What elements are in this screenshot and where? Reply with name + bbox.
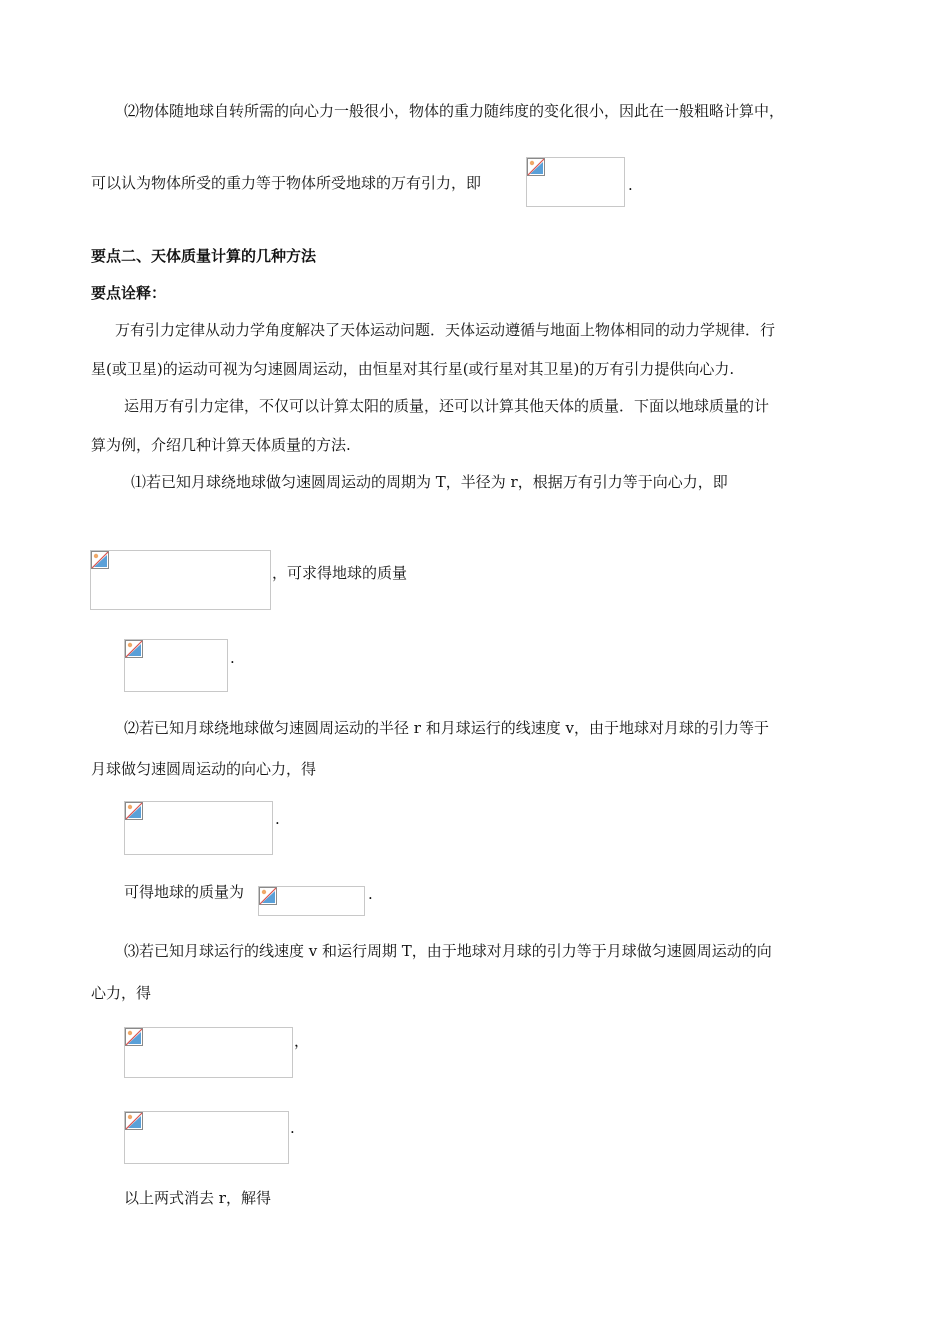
method-2-line-1: ⑵若已知月球绕地球做匀速圆周运动的半径 r 和月球运行的线速度 v，由于地球对月球的引力等于 xyxy=(124,719,769,737)
formula-image-m1-mass xyxy=(124,639,228,692)
paragraph-2-line-1: ⑵物体随地球自转所需的向心力一般很小，物体的重力随纬度的变化很小，因此在一般粗略计算中， xyxy=(124,102,785,120)
method-3-line-1: ⑶若已知月球运行的线速度 v 和运行周期 T，由于地球对月球的引力等于月球做匀速圆周运动的向 xyxy=(124,942,772,960)
period: . xyxy=(290,1119,295,1137)
broken-image-icon xyxy=(125,1028,143,1046)
formula-image-m1-eq xyxy=(90,550,271,610)
para2-line-1: 运用万有引力定律，不仅可以计算太阳的质量，还可以计算其他天体的质量．下面以地球质量的计 xyxy=(124,397,770,415)
formula-image-m2-eq xyxy=(124,801,273,855)
section-heading: 要点二、天体质量计算的几种方法 xyxy=(91,247,317,265)
method-2-line-2: 月球做匀速圆周运动的向心力，得 xyxy=(91,760,317,778)
intro-line-1: 万有引力定律从动力学角度解决了天体运动问题．天体运动遵循与地面上物体相同的动力学规律．行 xyxy=(115,321,776,339)
formula-image-m2-mass xyxy=(258,886,365,916)
broken-image-icon xyxy=(91,551,109,569)
paragraph-2-line-2: 可以认为物体所受的重力等于物体所受地球的万有引力，即 xyxy=(91,174,482,192)
period: . xyxy=(368,885,373,903)
method-2-result-label: 可得地球的质量为 xyxy=(124,883,245,901)
method-3-line-2: 心力，得 xyxy=(91,984,152,1002)
formula-image-m3-eq2 xyxy=(124,1111,289,1164)
method-3-last-line: 以上两式消去 r，解得 xyxy=(124,1189,271,1207)
broken-image-icon xyxy=(527,158,545,176)
formula-image-gravity xyxy=(526,157,625,207)
broken-image-icon xyxy=(125,802,143,820)
method-1-line-1: ⑴若已知月球绕地球做匀速圆周运动的周期为 T，半径为 r，根据万有引力等于向心力，即 xyxy=(131,473,728,491)
broken-image-icon xyxy=(125,640,143,658)
period: . xyxy=(230,649,235,667)
method-1-after-formula: ，可求得地球的质量 xyxy=(272,564,408,582)
period: . xyxy=(275,810,280,828)
broken-image-icon xyxy=(259,887,277,905)
intro-line-2: 星(或卫星)的运动可视为匀速圆周运动，由恒星对其行星(或行星对其卫星)的万有引力提供向心力. xyxy=(91,360,735,378)
para2-line-2: 算为例，介绍几种计算天体质量的方法. xyxy=(91,436,351,454)
broken-image-icon xyxy=(125,1112,143,1130)
sub-heading: 要点诠释： xyxy=(91,284,167,302)
comma: ， xyxy=(294,1032,310,1050)
period: . xyxy=(628,176,633,194)
formula-image-m3-eq1 xyxy=(124,1027,293,1078)
